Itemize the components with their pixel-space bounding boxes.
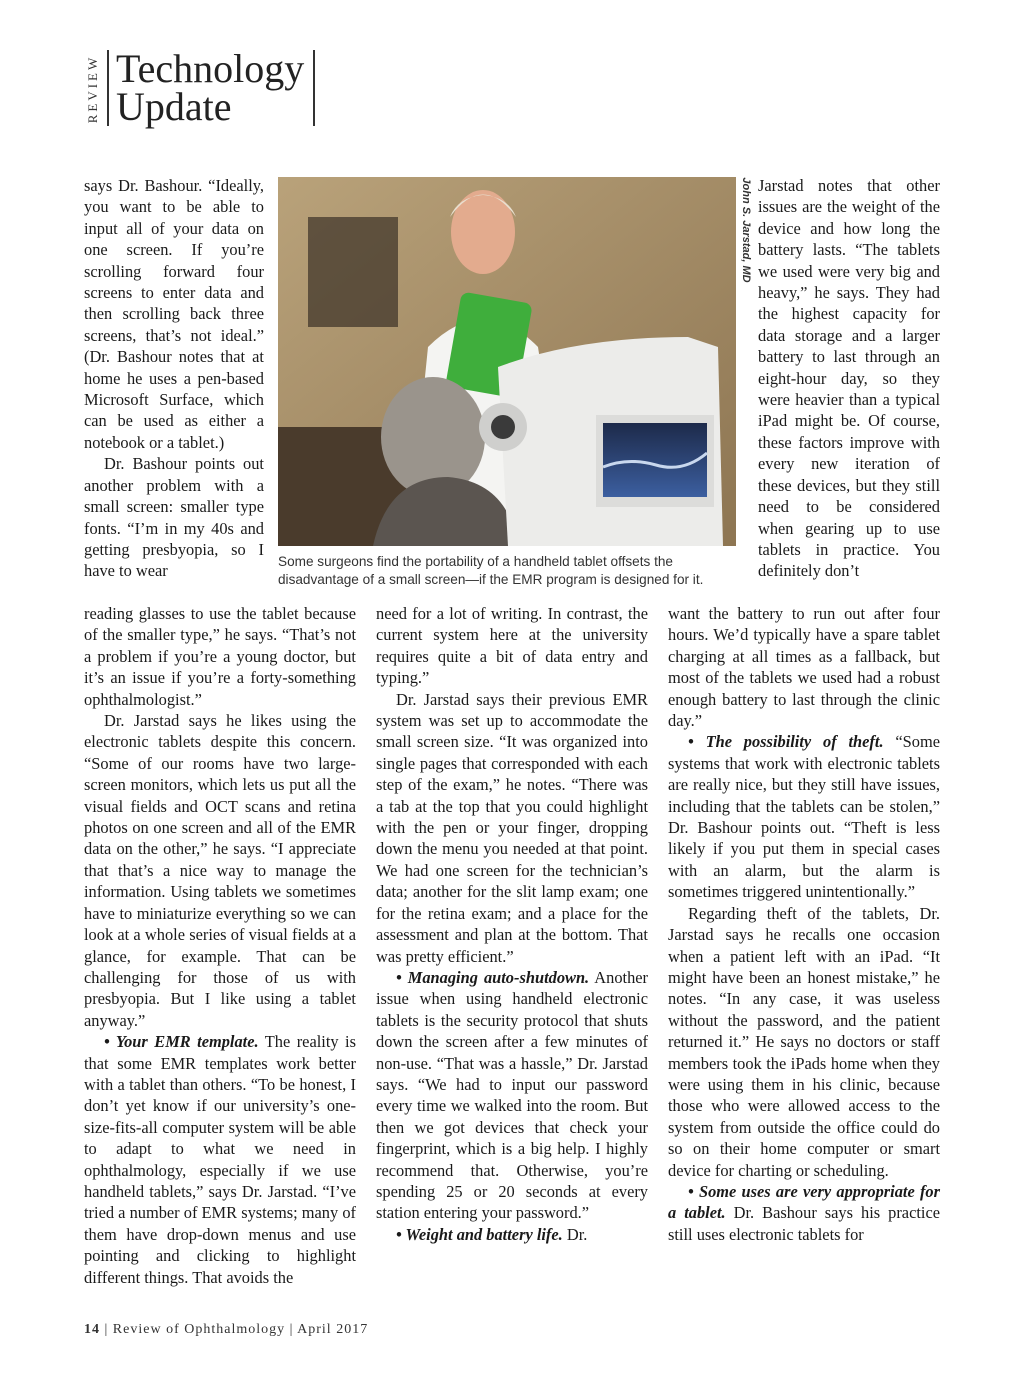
page-title [116,46,305,129]
section-label: REVIEW [85,54,100,124]
subhead: • The possibility of theft. [688,732,884,752]
paragraph-text: Dr. Bashour says his practice still uses electronic tablets for [668,1203,941,1244]
photo-caption: Some surgeons find the portability of a handheld tablet offsets the disadvantage of a small screen—if the EMR program is designed for it. [278,554,704,587]
paragraph [668,731,940,902]
column-3-top [758,175,940,582]
paragraph: want the battery to run out after four hours. We’d typically have a spare tablet charging at all times as a fallback, but most of the tablets we used had a robust enough battery to last through the clinic day.” [668,604,940,731]
subhead: • Weight and battery life. [396,1224,563,1244]
header-divider-right [313,50,315,126]
column-3-bottom [668,603,940,1245]
header-divider-left [107,50,109,126]
paragraph: says Dr. Bashour. “Ideally, you want to be able to input all of your data on one screen. If you’re scrolling forward four screens to enter data and then scrolling back three screens, that’s not ideal.” (Dr. Bashour notes that at home he uses a pen-based Microsoft Surface, which can be used as either a notebook or a tablet.) [84,176,264,452]
subhead: • Your EMR template. [104,1032,259,1052]
page-footer [84,1322,368,1338]
photo-credit: John S. Jarstad, MD [740,176,752,283]
paragraph: Jarstad notes that other issues are the weight of the device and how long the battery lasts. “The tablets we used were very big and heavy,” he says. They had the highest capacity for data storage and a larger battery to last through an eight-hour day, so they were heavier than a typical iPad might be. Of course, these factors improve with every new iteration of these devices, but they still need to be considered when gearing up to use tablets in practice. You definitely don’t [758,176,940,581]
title-line-1: Technology [116,46,305,91]
article-photo [278,177,736,546]
paragraph [376,967,648,1224]
paragraph: Dr. Bashour points out another problem with a small screen: smaller type fonts. “I’m in my 40s and getting presbyopia, so I have to wear [84,454,264,581]
paragraph-text: Another issue when using handheld electronic tablets is the security protocol that shuts down the screen after a few minutes of non-use. “That was a hassle,” Dr. Jarstad says. “We had to input our password every time we walked into the room. But then we got devices that check your fingerprint, which is a big help. I highly recommend that. Otherwise, you’re spending 25 or 20 seconds at every station entering your password.” [376,967,649,1223]
column-1-bottom [84,603,356,1288]
paragraph-text: “Some systems that work with electronic tablets are really nice, but they still have issues, including that the tablets can be stolen,” Dr. Bashour points out. “Theft is less likely if you put them in special cases with an alarm, but the alarm is sometimes triggered unintentionally.” [668,732,940,902]
paragraph [668,1181,940,1245]
column-2 [376,603,648,1245]
column-1-top [84,175,264,582]
paragraph: Dr. Jarstad says he likes using the electronic tablets despite this concern. “Some of our rooms have two large-screen monitors, which lets us put all the visual fields and OCT scans and retina photos on one screen and all of the EMR data on the other,” he says. “I appreciate that that’s a nice way to manage the information. Using tablets we sometimes have to miniaturize everything so we can look at a whole series of visual fields at a glance, for example. That can be challenging for those of us with presbyopia. But I like using a tablet anyway.” [84,711,356,1030]
paragraph-text: The reality is that some EMR templates work better with a tablet than others. “To be honest, I don’t yet know if our university’s one-size-fits-all computer system will be able to adapt to what we need in ophthalmology, especially if we use handheld tablets,” says Dr. Jarstad. “I’ve tried a number of EMR systems; many of them have drop-down menus and use pointing and clicking to highlight different things. That avoids the [84,1032,356,1287]
page-number: 14 [84,1322,100,1337]
subhead: • Managing auto-shutdown. [396,967,590,987]
paragraph [376,1224,648,1245]
paragraph-text: Dr. [562,1224,588,1244]
photo-illustration [278,177,736,546]
paragraph: need for a lot of writing. In contrast, the current system here at the university requires quite a bit of data entry and typing.” [376,604,648,688]
publication-info: | Review of Ophthalmology | April 2017 [100,1322,369,1337]
paragraph: Regarding theft of the tablets, Dr. Jarstad says he recalls one occasion when a patient left with an iPad. “It might have been an honest mistake,” he notes. “In any case, it was useless without the password, and the patient returned it.” He says no doctors or staff members took the iPads home when they were using them in his clinic, because those who were allowed access to the system from outside the office could do so on their home computer or smart device for charting or scheduling. [668,903,940,1180]
title-line-2: Update [116,84,232,129]
paragraph [84,1031,356,1288]
subhead: • Some uses are very appropriate for a tablet. [668,1181,940,1223]
paragraph: Dr. Jarstad says their previous EMR system was set up to accommodate the small screen size. “It was organized into single pages that corresponded with each step of the exam,” he notes. “There was a tab at the top that you could highlight with the pen or your finger, dropping down the menu you needed at that point. We had one screen for the technician’s data; another for the slit lamp exam; one for the retina exam; and a place for the assessment and plan at the bottom. That was pretty efficient.” [376,689,648,966]
paragraph: reading glasses to use the tablet because of the smaller type,” he says. “That’s not a problem if you’re a young doctor, but it’s an issue if you’re a forty-something ophthalmologist.” [84,604,356,709]
